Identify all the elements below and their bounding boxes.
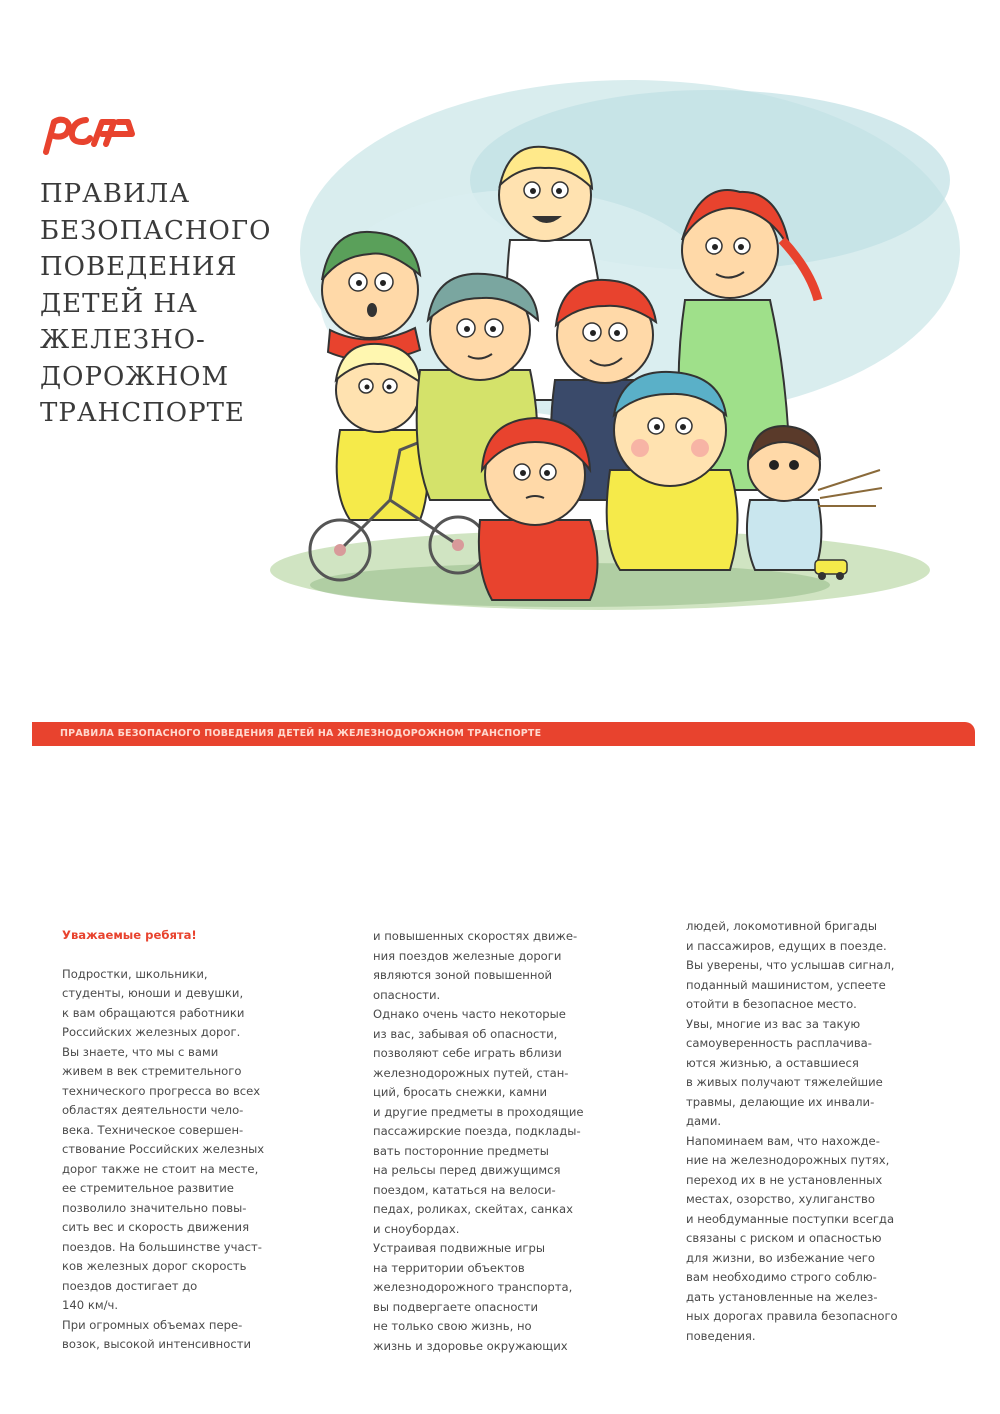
text-line: Вы знаете, что мы с вами (62, 1044, 219, 1059)
text-line: и пассажиров, едущих в поезде. (686, 938, 887, 953)
text-line: и повышенных скоростях движе- (373, 929, 578, 943)
text-line: и другие предметы в проходящие (373, 1104, 584, 1119)
text-line: травмы, делающие их инвали- (686, 1094, 875, 1109)
text-line: людей, локомотивной бригады (686, 919, 878, 933)
banner-text: ПРАВИЛА БЕЗОПАСНОГО ПОВЕДЕНИЯ ДЕТЕЙ НА ЖЕЛЕЗНОДОРОЖНОМ ТРАНСПОРТЕ (60, 728, 542, 739)
title-line: ПОВЕДЕНИЯ (40, 252, 238, 282)
text-line: ций, бросать снежки, камни (373, 1085, 548, 1099)
text-line: поездов. На большинстве участ- (62, 1239, 262, 1254)
text-line: 140 км/ч. (62, 1298, 119, 1312)
text-line: вам необходимо строго соблю- (686, 1270, 877, 1284)
text-line: самоуверенность расплачива- (686, 1036, 872, 1050)
text-line: Увы, многие из вас за такую (686, 1016, 861, 1031)
text-line: вать посторонние предметы (373, 1143, 549, 1158)
text-line: ных дорогах правила безопасного (686, 1309, 898, 1323)
text-line: живем в век стремительного (62, 1064, 242, 1078)
title-line: ДОРОЖНОМ (40, 361, 230, 392)
text-line: вы подвергаете опасности (373, 1299, 539, 1314)
rzd-logo (40, 112, 136, 156)
text-line: века. Техническое совершен- (62, 1122, 244, 1137)
title-line: ТРАНСПОРТЕ (40, 398, 245, 428)
title-line: ЖЕЛЕЗНО- (40, 325, 206, 355)
text-line: ее стремительное развитие (62, 1181, 234, 1195)
text-line: переход их в не установленных (686, 1172, 883, 1187)
text-line: отойти в безопасное место. (686, 997, 857, 1011)
text-line: Российских железных дорог. (62, 1025, 241, 1039)
text-line: педах, роликах, скейтах, санках (373, 1202, 573, 1216)
section-banner (32, 722, 975, 746)
text-line: поездом, кататься на велоси- (373, 1182, 556, 1197)
text-line: областях деятельности чело- (62, 1103, 244, 1117)
text-line: дать установленные на желез- (686, 1289, 878, 1304)
text-column-3 (686, 917, 978, 1346)
text-line: и необдуманные поступки всегда (686, 1211, 895, 1226)
text-line: являются зоной повышенной (373, 968, 553, 982)
text-line: из вас, забывая об опасности, (373, 1026, 558, 1041)
text-line: местах, озорство, хулиганство (686, 1192, 875, 1206)
children-group-illustration-icon (270, 70, 960, 650)
text-line: ются жизнью, а оставшиеся (686, 1055, 859, 1070)
text-line: Устраивая подвижные игры (373, 1241, 545, 1255)
text-line: позволяют себе играть вблизи (373, 1046, 562, 1060)
text-line: на территории объектов (373, 1260, 525, 1275)
text-line: для жизни, во избежание чего (686, 1250, 875, 1265)
text-line: поведения. (686, 1328, 756, 1343)
rzd-logo-icon (40, 112, 136, 156)
text-column-2 (373, 927, 665, 1356)
title-line: ДЕТЕЙ НА (40, 288, 198, 319)
text-line: Вы уверены, что услышав сигнал, (686, 958, 895, 972)
text-line: дами. (686, 1114, 722, 1128)
text-column-1 (62, 926, 354, 1355)
text-line: Напоминаем вам, что нахожде- (686, 1133, 880, 1148)
text-line: поданный машинистом, успеете (686, 977, 886, 992)
title-line: БЕЗОПАСНОГО (40, 215, 272, 246)
text-line: ствование Российских железных (62, 1142, 265, 1156)
text-line: в живых получают тяжелейшие (686, 1075, 883, 1089)
text-line: При огромных объемах пере- (62, 1317, 243, 1332)
text-line: сить вес и скорость движения (62, 1220, 250, 1234)
text-line: железнодорожного транспорта, (373, 1280, 573, 1294)
text-line: ков железных дорог скорость (62, 1259, 247, 1273)
children-illustration (270, 70, 960, 650)
title-line: ПРАВИЛА (40, 179, 191, 209)
text-line: Однако очень часто некоторые (373, 1007, 566, 1021)
text-line: технического прогресса во всех (62, 1083, 261, 1098)
text-line: возок, высокой интенсивности (62, 1337, 251, 1351)
text-line: дорог также не стоит на месте, (62, 1161, 259, 1176)
text-line: не только свою жизнь, но (373, 1319, 532, 1333)
text-line: ния поездов железные дороги (373, 948, 562, 963)
text-line: пассажирские поезда, подклады- (373, 1124, 581, 1138)
text-line: и сноубордах. (373, 1221, 460, 1236)
text-line: опасности. (373, 987, 441, 1002)
text-line: к вам обращаются работники (62, 1005, 245, 1020)
text-line: жизнь и здоровье окружающих (373, 1338, 568, 1353)
text-line: на рельсы перед движущимся (373, 1163, 561, 1177)
text-line: ние на железнодорожных путях, (686, 1153, 890, 1167)
greeting: Уважаемые ребята! (62, 928, 197, 942)
text-line: позволило значительно повы- (62, 1200, 247, 1215)
text-line: связаны с риском и опасностью (686, 1231, 882, 1245)
text-line: железнодорожных путей, стан- (373, 1065, 569, 1080)
text-line: студенты, юноши и девушки, (62, 986, 244, 1000)
text-line: Подростки, школьники, (62, 966, 208, 981)
text-line: поездов достигает до (62, 1278, 198, 1293)
